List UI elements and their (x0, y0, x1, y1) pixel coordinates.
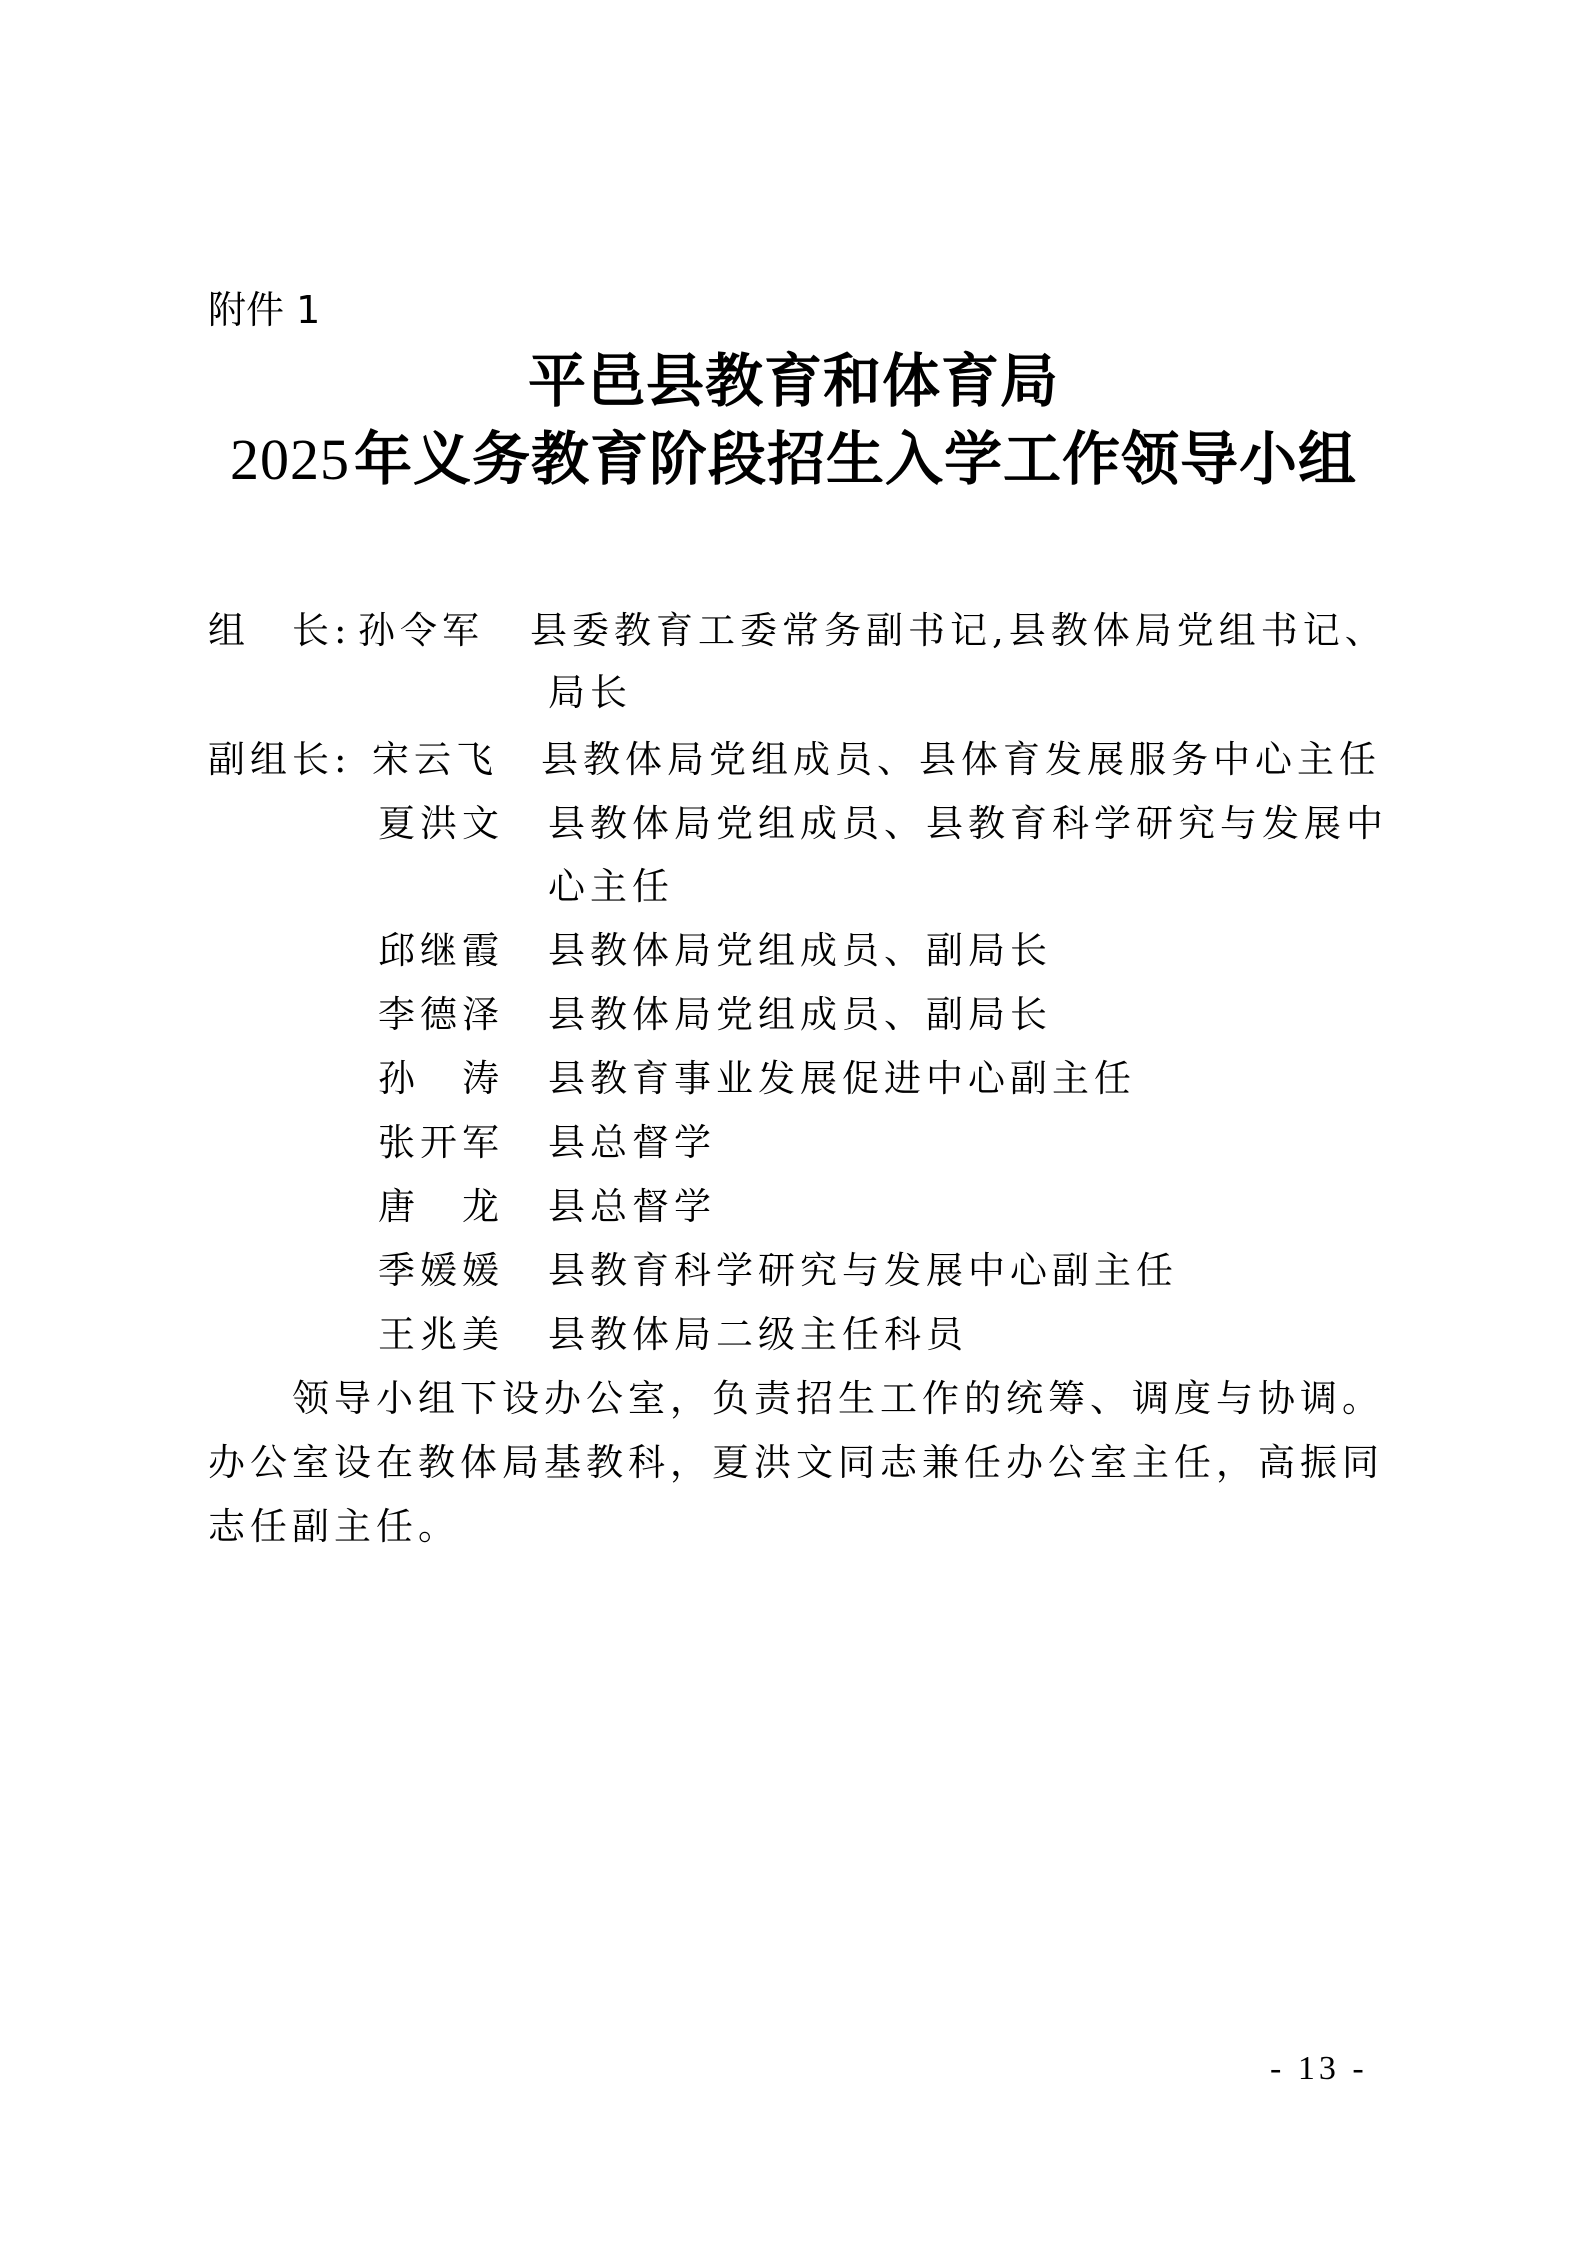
deputy-entry (0, 799, 1587, 849)
deputy-title-continued: 心主任 (548, 865, 674, 908)
deputy-title: 县教育事业发展促进中心副主任 (548, 1057, 1136, 1100)
deputy-entry (0, 1182, 1587, 1232)
paragraph-line: 志任副主任。 (208, 1505, 460, 1548)
leader-title: 县委教育工委常务副书记,县教体局党组书记、 (530, 609, 1387, 652)
deputy-entry (0, 990, 1587, 1040)
leader-role-label: 组 长: (208, 609, 352, 652)
title-year: 2025 (229, 427, 350, 492)
deputy-name: 宋云飞 (372, 738, 498, 781)
deputy-name: 季媛媛 (378, 1249, 504, 1292)
deputy-role-label: 副组长: (208, 738, 352, 781)
deputy-name: 李德泽 (378, 993, 504, 1036)
page-number: - 13 - (1270, 2050, 1368, 2087)
deputy-name: 张开军 (378, 1121, 504, 1164)
deputy-name: 邱继霞 (378, 929, 504, 972)
attachment-label: 附件 1 (208, 288, 321, 332)
title-line-2-text: 年义务教育阶段招生入学工作领导小组 (353, 425, 1357, 493)
deputy-entry (0, 1054, 1587, 1104)
deputy-name: 孙 涛 (378, 1057, 504, 1100)
paragraph-line: 办公室设在教体局基教科，夏洪文同志兼任办公室主任，高振同 (208, 1441, 1384, 1484)
deputy-title-continued-row (0, 862, 1587, 912)
leader-name: 孙令军 (358, 609, 484, 652)
leader-title-continued: 局长 (548, 671, 632, 714)
deputy-title: 县教育科学研究与发展中心副主任 (548, 1249, 1178, 1292)
deputy-name: 王兆美 (378, 1313, 504, 1356)
deputy-title: 县教体局二级主任科员 (548, 1313, 968, 1356)
deputy-title: 县教体局党组成员、副局长 (548, 929, 1052, 972)
deputy-title: 县教体局党组成员、县体育发展服务中心主任 (541, 738, 1381, 781)
deputy-name: 夏洪文 (378, 802, 504, 845)
deputy-title: 县总督学 (548, 1185, 716, 1228)
deputy-title: 县教体局党组成员、县教育科学研究与发展中 (548, 802, 1388, 845)
deputy-title: 县总督学 (548, 1121, 716, 1164)
deputy-entry (0, 1310, 1587, 1360)
deputy-entry (0, 926, 1587, 976)
deputy-title: 县教体局党组成员、副局长 (548, 993, 1052, 1036)
deputy-entry (0, 735, 1587, 785)
deputy-entry (0, 1246, 1587, 1296)
document-title-line-2 (0, 424, 1587, 495)
paragraph-line: 领导小组下设办公室，负责招生工作的统筹、调度与协调。 (208, 1377, 1384, 1420)
deputy-name: 唐 龙 (378, 1185, 504, 1228)
document-title-line-1: 平邑县教育和体育局 (527, 347, 1059, 415)
deputy-entry (0, 1118, 1587, 1168)
